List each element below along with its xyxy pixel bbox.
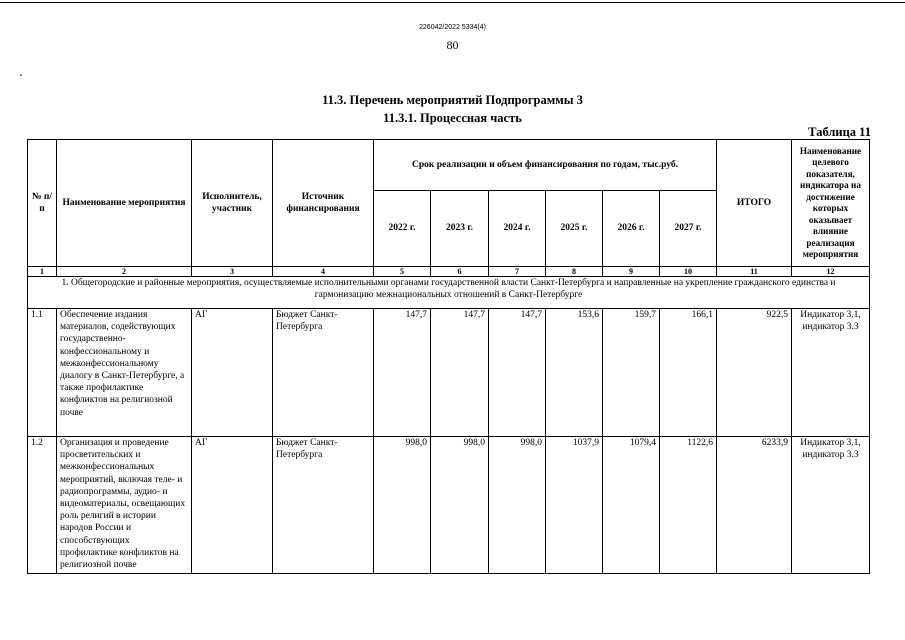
row-indicator: Индикатор 3.1, индикатор 3.3 <box>792 437 870 574</box>
row-value-2023: 147,7 <box>431 309 489 437</box>
row-value-2027: 1122,6 <box>660 437 717 574</box>
row-executor: АГ <box>192 437 273 574</box>
row-num: 1.1 <box>28 309 57 437</box>
row-value-2027: 166,1 <box>660 309 717 437</box>
row-name: Организация и проведение просветительских и межконфессиональных мероприятий, включая теле- и радиопрограммы, аудио- и видеоматериалы, освещающих роль религий в истории народов России и способствующих профилактике конфликтов на религиозной почве <box>57 437 192 574</box>
table-row <box>28 437 870 574</box>
header-year: 2027 г. <box>660 191 717 267</box>
column-number: 10 <box>660 267 717 277</box>
header-num: № п/п <box>28 140 57 267</box>
row-name: Обеспечение издания материалов, содействующих государственно-конфессиональному и межконфессиональному диалогу в Санкт-Петербурге, а также профилактике конфликтов на религиозной почве <box>57 309 192 437</box>
column-number: 9 <box>603 267 660 277</box>
column-number: 11 <box>717 267 792 277</box>
header-year: 2025 г. <box>546 191 603 267</box>
measures-table <box>27 139 870 574</box>
column-number: 7 <box>489 267 546 277</box>
header-executor: Исполнитель, участник <box>192 140 273 267</box>
table-label: Таблица 11 <box>808 125 871 139</box>
column-number: 8 <box>546 267 603 277</box>
row-value-2025: 153,6 <box>546 309 603 437</box>
section-title: 11.3. Перечень мероприятий Подпрограммы 3 <box>322 93 583 107</box>
row-source: Бюджет Санкт-Петербурга <box>273 309 374 437</box>
row-indicator: Индикатор 3.1, индикатор 3.3 <box>792 309 870 437</box>
header-total: ИТОГО <box>717 140 792 267</box>
column-number: 5 <box>374 267 431 277</box>
row-value-2025: 1037,9 <box>546 437 603 574</box>
row-total: 922,5 <box>717 309 792 437</box>
scan-mark <box>20 74 22 76</box>
column-number: 3 <box>192 267 273 277</box>
page-number: 80 <box>446 38 459 52</box>
header-year: 2026 г. <box>603 191 660 267</box>
section-row-heading: 1. Общегородские и районные мероприятия, осуществляемые исполнительными органами государственной власти Санкт-Петербурга и направленные на укрепление гражданского единства и гармонизацию межнациональных отношений в Санкт-Петербурге <box>28 277 870 309</box>
row-value-2026: 159,7 <box>603 309 660 437</box>
header-source: Источник финансирования <box>273 140 374 267</box>
top-border-line <box>0 2 905 3</box>
subsection-title: 11.3.1. Процессная часть <box>383 111 522 125</box>
row-executor: АГ <box>192 309 273 437</box>
column-number: 6 <box>431 267 489 277</box>
row-value-2024: 998,0 <box>489 437 546 574</box>
header-name: Наименование мероприятия <box>57 140 192 267</box>
column-number: 12 <box>792 267 870 277</box>
row-value-2023: 998,0 <box>431 437 489 574</box>
column-number: 1 <box>28 267 57 277</box>
row-value-2022: 998,0 <box>374 437 431 574</box>
header-year: 2023 г. <box>431 191 489 267</box>
row-source: Бюджет Санкт-Петербурга <box>273 437 374 574</box>
header-period: Срок реализации и объем финансирования по годам, тыс.руб. <box>374 140 717 191</box>
row-num: 1.2 <box>28 437 57 574</box>
row-total: 6233,9 <box>717 437 792 574</box>
header-year: 2022 г. <box>374 191 431 267</box>
row-value-2022: 147,7 <box>374 309 431 437</box>
column-number: 2 <box>57 267 192 277</box>
row-value-2026: 1079,4 <box>603 437 660 574</box>
column-number: 4 <box>273 267 374 277</box>
header-indicator: Наименование целевого показателя, индикатора на достижение которых оказывает влияние реализация мероприятия <box>792 140 870 267</box>
table-row <box>28 309 870 437</box>
document-number: 226042/2022 5334(4) <box>419 24 486 31</box>
row-value-2024: 147,7 <box>489 309 546 437</box>
header-year: 2024 г. <box>489 191 546 267</box>
